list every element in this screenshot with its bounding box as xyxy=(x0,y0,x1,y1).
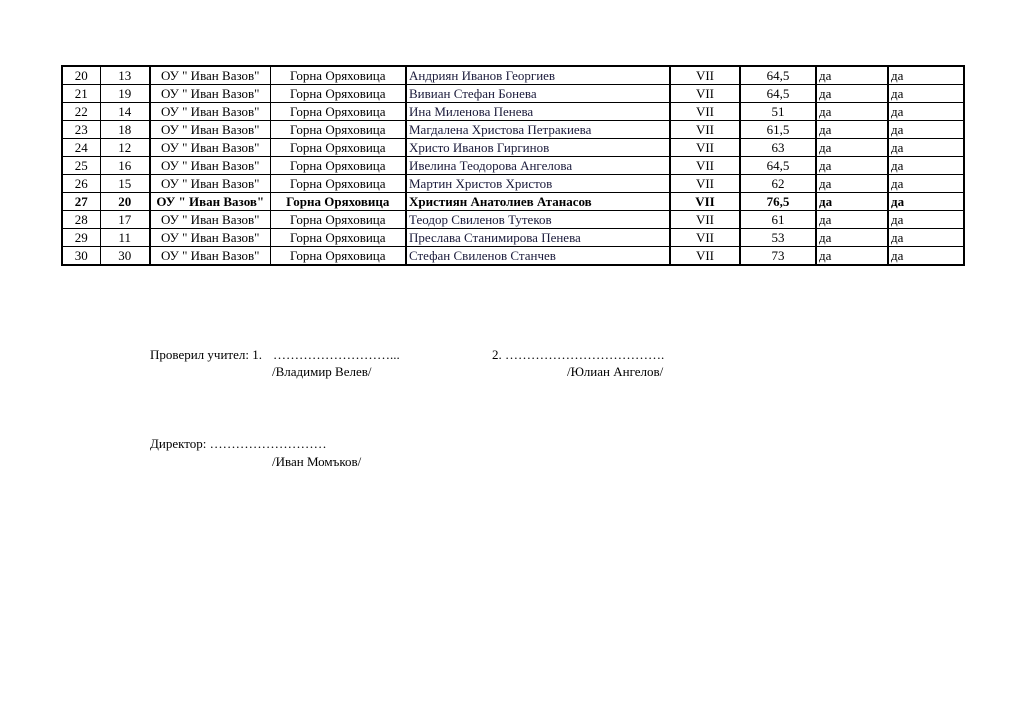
cell-student-name: Стефан Свиленов Станчев xyxy=(406,247,670,266)
cell-number: 14 xyxy=(100,103,150,121)
table-row xyxy=(62,193,964,211)
teacher2-signature-line: 2. ………………………………. xyxy=(492,347,665,362)
cell-status-1: да xyxy=(816,66,888,85)
cell-status-2: да xyxy=(888,193,964,211)
cell-class: VII xyxy=(670,139,740,157)
cell-student-name: Християн Анатолиев Атанасов xyxy=(406,193,670,211)
cell-status-2: да xyxy=(888,139,964,157)
table-row xyxy=(62,211,964,229)
cell-class: VII xyxy=(670,103,740,121)
cell-class: VII xyxy=(670,211,740,229)
table-row xyxy=(62,139,964,157)
cell-status-2: да xyxy=(888,247,964,266)
cell-points: 64,5 xyxy=(740,85,816,103)
cell-rank: 27 xyxy=(62,193,100,211)
cell-town: Горна Оряховица xyxy=(270,157,406,175)
cell-status-2: да xyxy=(888,211,964,229)
table-row xyxy=(62,103,964,121)
cell-school: ОУ " Иван Вазов" xyxy=(150,193,270,211)
cell-status-2: да xyxy=(888,85,964,103)
results-table xyxy=(61,65,965,266)
cell-status-2: да xyxy=(888,121,964,139)
cell-rank: 28 xyxy=(62,211,100,229)
cell-points: 64,5 xyxy=(740,157,816,175)
cell-class: VII xyxy=(670,175,740,193)
cell-school: ОУ " Иван Вазов" xyxy=(150,85,270,103)
table-row xyxy=(62,175,964,193)
cell-points: 63 xyxy=(740,139,816,157)
cell-status-1: да xyxy=(816,193,888,211)
director-label: Директор: ……………………… xyxy=(150,436,327,451)
cell-school: ОУ " Иван Вазов" xyxy=(150,66,270,85)
cell-status-1: да xyxy=(816,103,888,121)
cell-student-name: Андриян Иванов Георгиев xyxy=(406,66,670,85)
checked-by-label: Проверил учител: 1. xyxy=(150,347,262,362)
cell-points: 62 xyxy=(740,175,816,193)
cell-town: Горна Оряховица xyxy=(270,139,406,157)
cell-student-name: Вивиан Стефан Бонева xyxy=(406,85,670,103)
cell-class: VII xyxy=(670,229,740,247)
cell-school: ОУ " Иван Вазов" xyxy=(150,139,270,157)
cell-points: 61 xyxy=(740,211,816,229)
cell-town: Горна Оряховица xyxy=(270,211,406,229)
cell-rank: 30 xyxy=(62,247,100,266)
cell-status-1: да xyxy=(816,175,888,193)
cell-points: 61,5 xyxy=(740,121,816,139)
cell-town: Горна Оряховица xyxy=(270,85,406,103)
cell-number: 18 xyxy=(100,121,150,139)
cell-town: Горна Оряховица xyxy=(270,247,406,266)
cell-town: Горна Оряховица xyxy=(270,103,406,121)
cell-rank: 23 xyxy=(62,121,100,139)
results-table-body xyxy=(62,66,964,265)
cell-student-name: Мартин Христов Христов xyxy=(406,175,670,193)
cell-class: VII xyxy=(670,247,740,266)
cell-number: 30 xyxy=(100,247,150,266)
cell-town: Горна Оряховица xyxy=(270,229,406,247)
cell-status-1: да xyxy=(816,229,888,247)
cell-number: 16 xyxy=(100,157,150,175)
teacher1-signature-line: ………………………... xyxy=(273,347,400,362)
cell-status-2: да xyxy=(888,157,964,175)
cell-class: VII xyxy=(670,66,740,85)
cell-rank: 22 xyxy=(62,103,100,121)
cell-number: 12 xyxy=(100,139,150,157)
cell-school: ОУ " Иван Вазов" xyxy=(150,103,270,121)
cell-status-1: да xyxy=(816,85,888,103)
cell-rank: 24 xyxy=(62,139,100,157)
cell-town: Горна Оряховица xyxy=(270,175,406,193)
cell-status-1: да xyxy=(816,157,888,175)
cell-rank: 25 xyxy=(62,157,100,175)
cell-status-1: да xyxy=(816,211,888,229)
cell-student-name: Ивелина Теодорова Ангелова xyxy=(406,157,670,175)
cell-number: 19 xyxy=(100,85,150,103)
cell-number: 11 xyxy=(100,229,150,247)
cell-town: Горна Оряховица xyxy=(270,193,406,211)
cell-school: ОУ " Иван Вазов" xyxy=(150,211,270,229)
cell-status-1: да xyxy=(816,121,888,139)
cell-school: ОУ " Иван Вазов" xyxy=(150,175,270,193)
cell-status-1: да xyxy=(816,139,888,157)
cell-status-2: да xyxy=(888,175,964,193)
cell-school: ОУ " Иван Вазов" xyxy=(150,157,270,175)
cell-status-1: да xyxy=(816,247,888,266)
cell-rank: 26 xyxy=(62,175,100,193)
cell-rank: 21 xyxy=(62,85,100,103)
cell-class: VII xyxy=(670,157,740,175)
cell-student-name: Ина Миленова Пенева xyxy=(406,103,670,121)
cell-school: ОУ " Иван Вазов" xyxy=(150,229,270,247)
cell-points: 53 xyxy=(740,229,816,247)
cell-school: ОУ " Иван Вазов" xyxy=(150,247,270,266)
teacher2-name: /Юлиан Ангелов/ xyxy=(567,364,664,379)
cell-school: ОУ " Иван Вазов" xyxy=(150,121,270,139)
cell-status-2: да xyxy=(888,103,964,121)
cell-student-name: Магдалена Христова Петракиева xyxy=(406,121,670,139)
cell-town: Горна Оряховица xyxy=(270,66,406,85)
table-row xyxy=(62,85,964,103)
teacher1-name: /Владимир Велев/ xyxy=(272,364,372,379)
table-row xyxy=(62,121,964,139)
table-row xyxy=(62,247,964,266)
cell-student-name: Преслава Станимирова Пенева xyxy=(406,229,670,247)
cell-town: Горна Оряховица xyxy=(270,121,406,139)
cell-class: VII xyxy=(670,193,740,211)
cell-points: 76,5 xyxy=(740,193,816,211)
cell-student-name: Теодор Свиленов Тутеков xyxy=(406,211,670,229)
cell-student-name: Христо Иванов Гиргинов xyxy=(406,139,670,157)
cell-class: VII xyxy=(670,85,740,103)
cell-points: 64,5 xyxy=(740,66,816,85)
cell-rank: 20 xyxy=(62,66,100,85)
cell-number: 13 xyxy=(100,66,150,85)
table-row xyxy=(62,66,964,85)
cell-rank: 29 xyxy=(62,229,100,247)
cell-number: 17 xyxy=(100,211,150,229)
cell-number: 20 xyxy=(100,193,150,211)
director-name: /Иван Момъков/ xyxy=(272,454,362,469)
cell-status-2: да xyxy=(888,229,964,247)
table-row xyxy=(62,157,964,175)
cell-number: 15 xyxy=(100,175,150,193)
cell-class: VII xyxy=(670,121,740,139)
table-row xyxy=(62,229,964,247)
cell-status-2: да xyxy=(888,66,964,85)
cell-points: 73 xyxy=(740,247,816,266)
cell-points: 51 xyxy=(740,103,816,121)
